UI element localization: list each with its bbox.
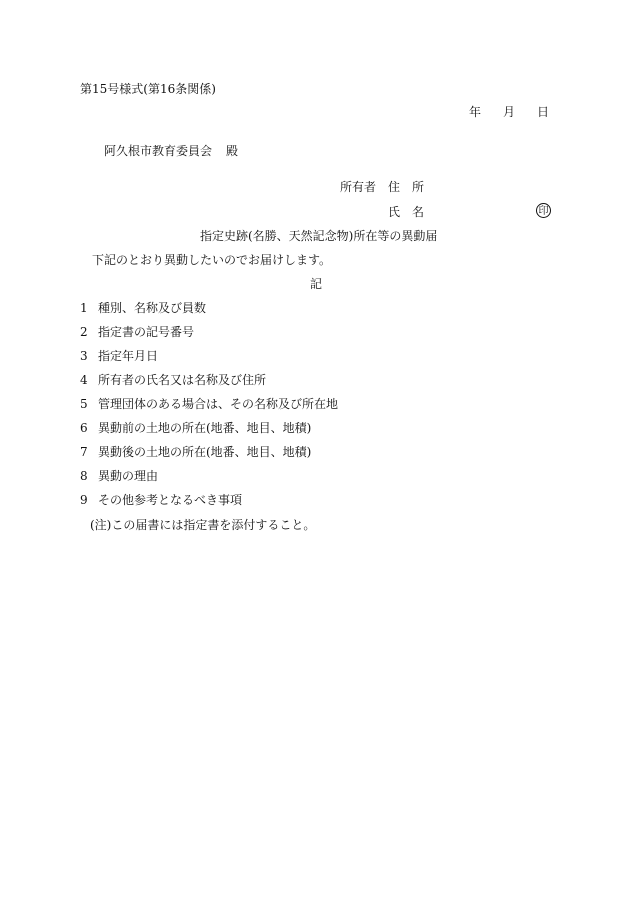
owner-name-line: [388, 206, 424, 218]
addressee-honorific: 殿: [226, 144, 239, 158]
intro-text: 下記のとおり異動したいのでお届けします。: [92, 253, 332, 267]
list-item: [80, 326, 194, 338]
date-year-label: 年: [469, 105, 482, 119]
item-number: 9: [80, 493, 88, 507]
list-item: [80, 446, 311, 458]
item-text: 種別、名称及び員数: [98, 301, 207, 315]
list-item: [80, 470, 158, 482]
list-item: [80, 422, 311, 434]
item-number: 8: [80, 469, 88, 483]
item-number: 2: [80, 325, 88, 339]
document-title: 指定史跡(名勝、天然記念物)所在等の異動届: [200, 229, 438, 243]
item-text: 異動後の土地の所在(地番、地目、地積): [98, 445, 312, 459]
item-text: 異動前の土地の所在(地番、地目、地積): [98, 421, 312, 435]
ki-heading: 記: [310, 277, 323, 291]
item-text: 所有者の氏名又は名称及び住所: [98, 373, 267, 387]
list-item: [80, 398, 338, 410]
addressee-name: 阿久根市教育委員会: [104, 144, 213, 158]
address-label: 住 所: [388, 180, 425, 194]
item-text: 指定年月日: [98, 349, 159, 363]
addressee: [104, 145, 238, 157]
name-label: 氏 名: [388, 205, 425, 219]
list-item: [80, 302, 206, 314]
item-number: 6: [80, 421, 88, 435]
list-item: [80, 494, 242, 506]
seal-mark: 印: [536, 203, 551, 218]
attachment-note: (注)この届書には指定書を添付すること。: [90, 518, 316, 532]
item-text: 異動の理由: [98, 469, 159, 483]
item-number: 3: [80, 349, 88, 363]
item-number: 5: [80, 397, 88, 411]
list-item: [80, 374, 266, 386]
item-text: 指定書の記号番号: [98, 325, 195, 339]
date-month-label: 月: [503, 105, 516, 119]
owner-role-label: 所有者: [340, 180, 377, 194]
item-number: 7: [80, 445, 88, 459]
item-text: その他参考となるべき事項: [98, 493, 243, 507]
list-item: [80, 350, 158, 362]
date-line: [469, 106, 549, 118]
form-number: 第15号様式(第16条関係): [80, 82, 216, 96]
owner-address-line: [340, 181, 424, 193]
item-number: 1: [80, 301, 88, 315]
item-text: 管理団体のある場合は、その名称及び所在地: [98, 397, 339, 411]
date-day-label: 日: [537, 105, 550, 119]
item-number: 4: [80, 373, 88, 387]
